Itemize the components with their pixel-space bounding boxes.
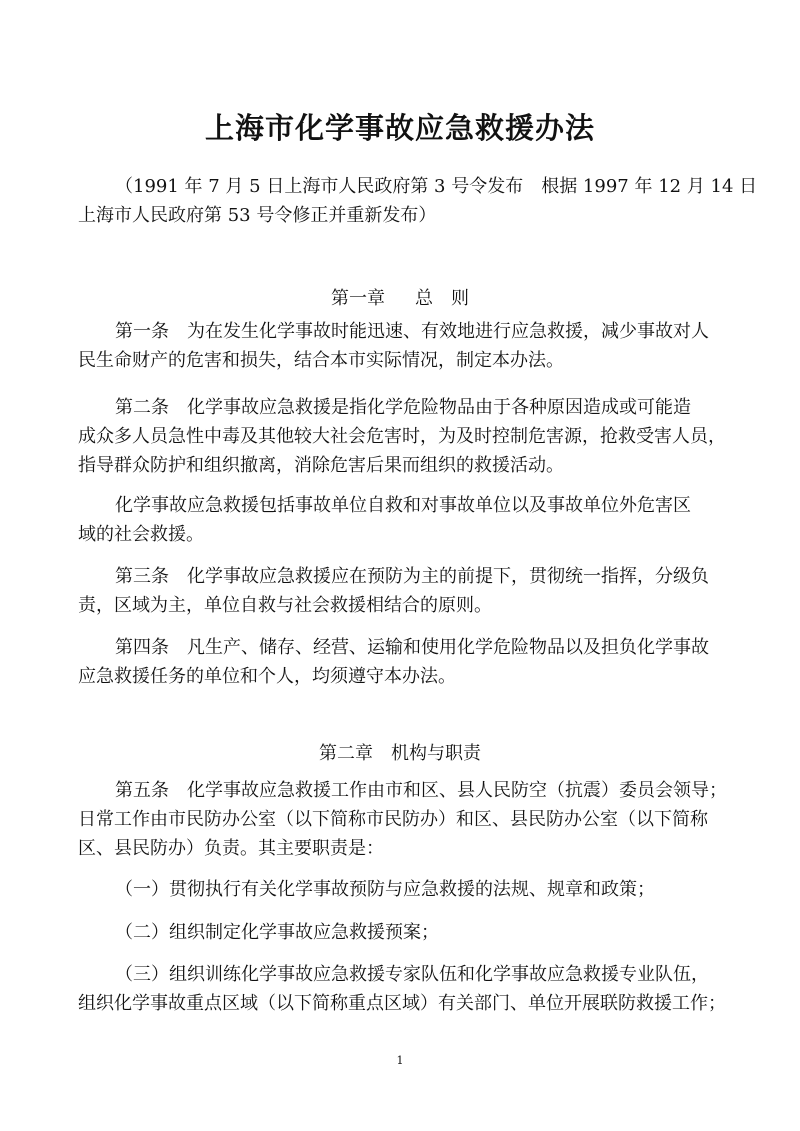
- article-3: [78, 562, 730, 620]
- article-2: [78, 393, 730, 480]
- article-4-line-2: 应急救援任务的单位和个人，均须遵守本办法。: [78, 666, 456, 687]
- duty-3-text: （三）组织训练化学事故应急救援专家队伍和化学事故应急救援专业队伍，: [115, 964, 709, 985]
- page-number: 1: [396, 1054, 404, 1067]
- article-4-line-1: 凡生产、储存、经营、运输和使用化学危险物品以及担负化学事故: [187, 637, 709, 658]
- article-5: [78, 776, 730, 863]
- preamble-line-1: （1991 年 7 月 5 日上海市人民政府第 3 号令发布 根据 1997 年 12 月 14 日: [115, 176, 758, 197]
- chapter-1-heading: [0, 284, 800, 313]
- duty-1-text: （一）贯彻执行有关化学事故预防与应急救援的法规、规章和政策；: [115, 879, 655, 900]
- article-4: [78, 633, 730, 691]
- article-5-label: 第五条: [115, 780, 169, 801]
- article-1-line-1: 为在发生化学事故时能迅速、有效地进行应急救援，减少事故对人: [187, 321, 709, 342]
- article-2-p2-line-2: 域的社会救援。: [78, 524, 204, 545]
- preamble: [78, 172, 758, 230]
- article-5-line-1: 化学事故应急救援工作由市和区、县人民防空（抗震）委员会领导；: [187, 780, 727, 801]
- document-title: 上海市化学事故应急救援办法: [204, 111, 595, 145]
- article-5-line-2: 日常工作由市民防办公室（以下简称市民防办）和区、县民防办公室（以下简称: [78, 809, 708, 830]
- article-2-line-3: 指导群众防护和组织撤离，消除危害后果而组织的救援活动。: [78, 455, 564, 476]
- duty-2-text: （二）组织制定化学事故应急救援预案；: [115, 922, 439, 943]
- article-2-line-2: 成众多人员急性中毒及其他较大社会危害时，为及时控制危害源，抢救受害人员，: [78, 426, 726, 447]
- article-3-line-1: 化学事故应急救援应在预防为主的前提下，贯彻统一指挥，分级负: [187, 566, 709, 587]
- article-1: [78, 317, 730, 375]
- article-3-label: 第三条: [115, 566, 169, 587]
- duty-3-line-2: 组织化学事故重点区域（以下简称重点区域）有关部门、单位开展联防救援工作；: [78, 993, 726, 1014]
- article-2-label: 第二条: [115, 397, 169, 418]
- chapter-1-number: 第一章: [331, 288, 385, 309]
- article-1-line-2: 民生命财产的危害和损失，结合本市实际情况，制定本办法。: [78, 350, 564, 371]
- article-1-label: 第一条: [115, 321, 169, 342]
- article-4-label: 第四条: [115, 637, 169, 658]
- chapter-1-name: 总 则: [415, 288, 469, 309]
- chapter-2-heading: [0, 739, 800, 768]
- preamble-line-2: 上海市人民政府第 53 号令修正并重新发布）: [78, 205, 437, 226]
- chapter-2-name: 机构与职责: [391, 743, 481, 764]
- duty-1: [78, 875, 730, 904]
- duty-3: [78, 960, 730, 1018]
- chapter-2-number: 第二章: [319, 743, 373, 764]
- duty-2: [78, 918, 730, 947]
- article-2-p2-line-1: 化学事故应急救援包括事故单位自救和对事故单位以及事故单位外危害区: [115, 495, 691, 516]
- article-5-line-3: 区、县民防办）负责。其主要职责是：: [78, 838, 384, 859]
- article-2-paragraph-2: [78, 491, 730, 549]
- article-3-line-2: 责，区域为主，单位自救与社会救援相结合的原则。: [78, 595, 492, 616]
- article-2-line-1: 化学事故应急救援是指化学危险物品由于各种原因造成或可能造: [187, 397, 691, 418]
